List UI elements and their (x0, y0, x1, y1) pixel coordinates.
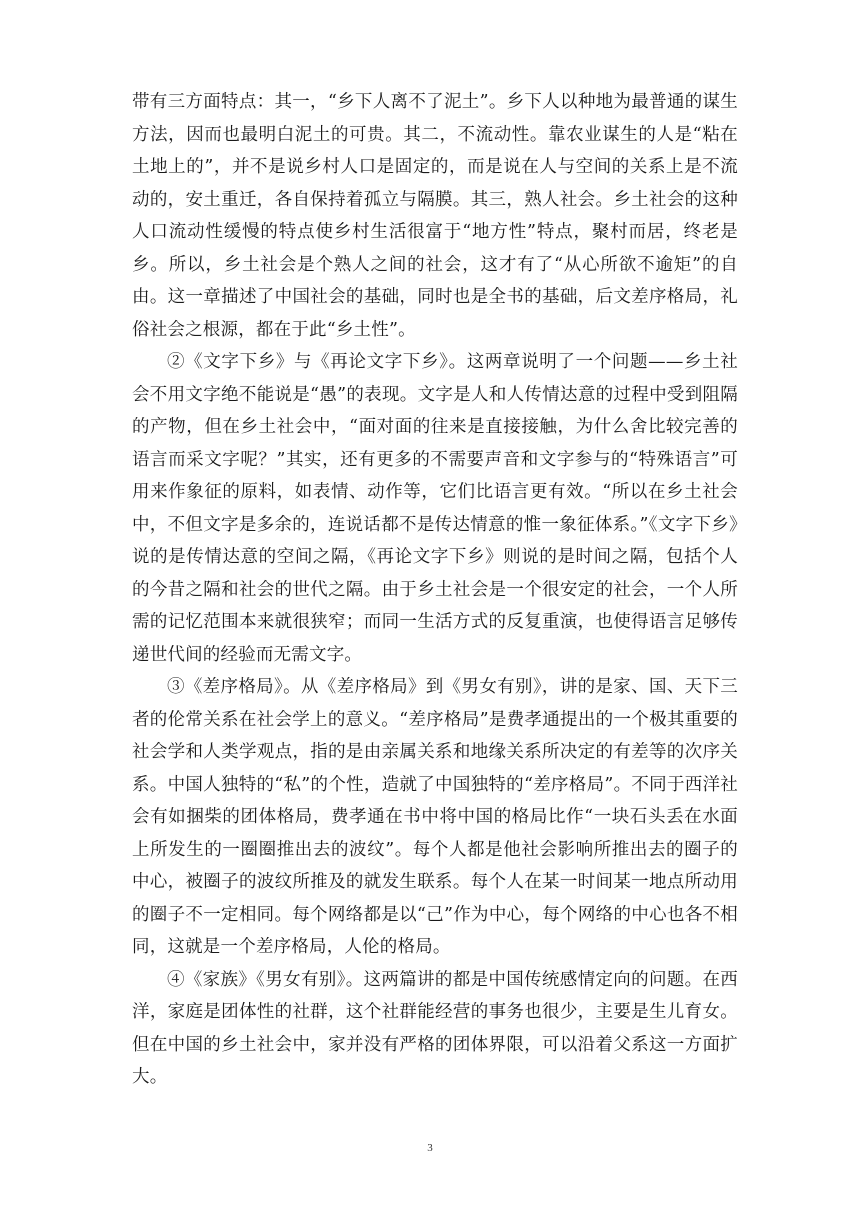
paragraph-jiazu: ④《家族》《男女有别》。这两篇讲的都是中国传统感情定向的问题。在西洋，家庭是团体性的社群，这个社群能经营的事务也很少，主要是生儿育女。但在中国的乡土社会中，家并没有严格的团体界限，可以沿着父系这一方面扩大。 (132, 969, 738, 1087)
paragraph-chaxu-geju: ③《差序格局》。从《差序格局》到《男女有别》，讲的是家、国、天下三者的伦常关系在社会学上的意义。“差序格局”是费孝通提出的一个极其重要的社会学和人类学观点，指的是由亲属关系和地缘关系所决定的有差等的次序关系。中国人独特的“私”的个性，造就了中国独特的“差序格局”。不同于西洋社会有如捆柴的团体格局，费孝通在书中将中国的格局比作“一块石头丢在水面上所发生的一圈圈推出去的波纹”。每个人都是他社会影响所推出去的圈子的中心，被圈子的波纹所推及的就发生联系。每个人在某一时间某一地点所动用的圈子不一定相同。每个网络都是以“己”作为中心，每个网络的中心也各不相同，这就是一个差序格局，人伦的格局。 (132, 677, 738, 957)
body-text (132, 86, 738, 1094)
page-number: 3 (427, 1142, 433, 1154)
paragraph-wenzi-xiaxiang: ②《文字下乡》与《再论文字下乡》。这两章说明了一个问题——乡土社会不用文字绝不能说是“愚”的表现。文字是人和人传情达意的过程中受到阻隔的产物，但在乡土社会中，“面对面的往来是直接接触，为什么舍比较完善的语言而采文字呢？”其实，还有更多的不需要声音和文字参与的“特殊语言”可用来作象征的原料，如表情、动作等，它们比语言更有效。“所以在乡土社会中，不但文字是多余的，连说话都不是传达情意的惟一象征体系。”《文字下乡》说的是传情达意的空间之隔，《再论文字下乡》则说的是时间之隔，包括个人的今昔之隔和社会的世代之隔。由于乡土社会是一个很安定的社会，一个人所需的记忆范围本来就很狭窄；而同一生活方式的反复重演，也使得语言足够传递世代间的经验而无需文字。 (132, 352, 738, 665)
paragraph-continued: 带有三方面特点：其一，“乡下人离不了泥土”。乡下人以种地为最普通的谋生方法，因而也最明白泥土的可贵。其二，不流动性。靠农业谋生的人是“粘在土地上的”，并不是说乡村人口是固定的，而是说在人与空间的关系上是不流动的，安土重迁，各自保持着孤立与隔膜。其三，熟人社会。乡土社会的这种人口流动性缓慢的特点使乡村生活很富于“地方性”特点，聚村而居，终老是乡。所以，乡土社会是个熟人之间的社会，这才有了“从心所欲不逾矩”的自由。这一章描述了中国社会的基础，同时也是全书的基础，后文差序格局，礼俗社会之根源，都在于此“乡土性”。 (132, 92, 738, 340)
